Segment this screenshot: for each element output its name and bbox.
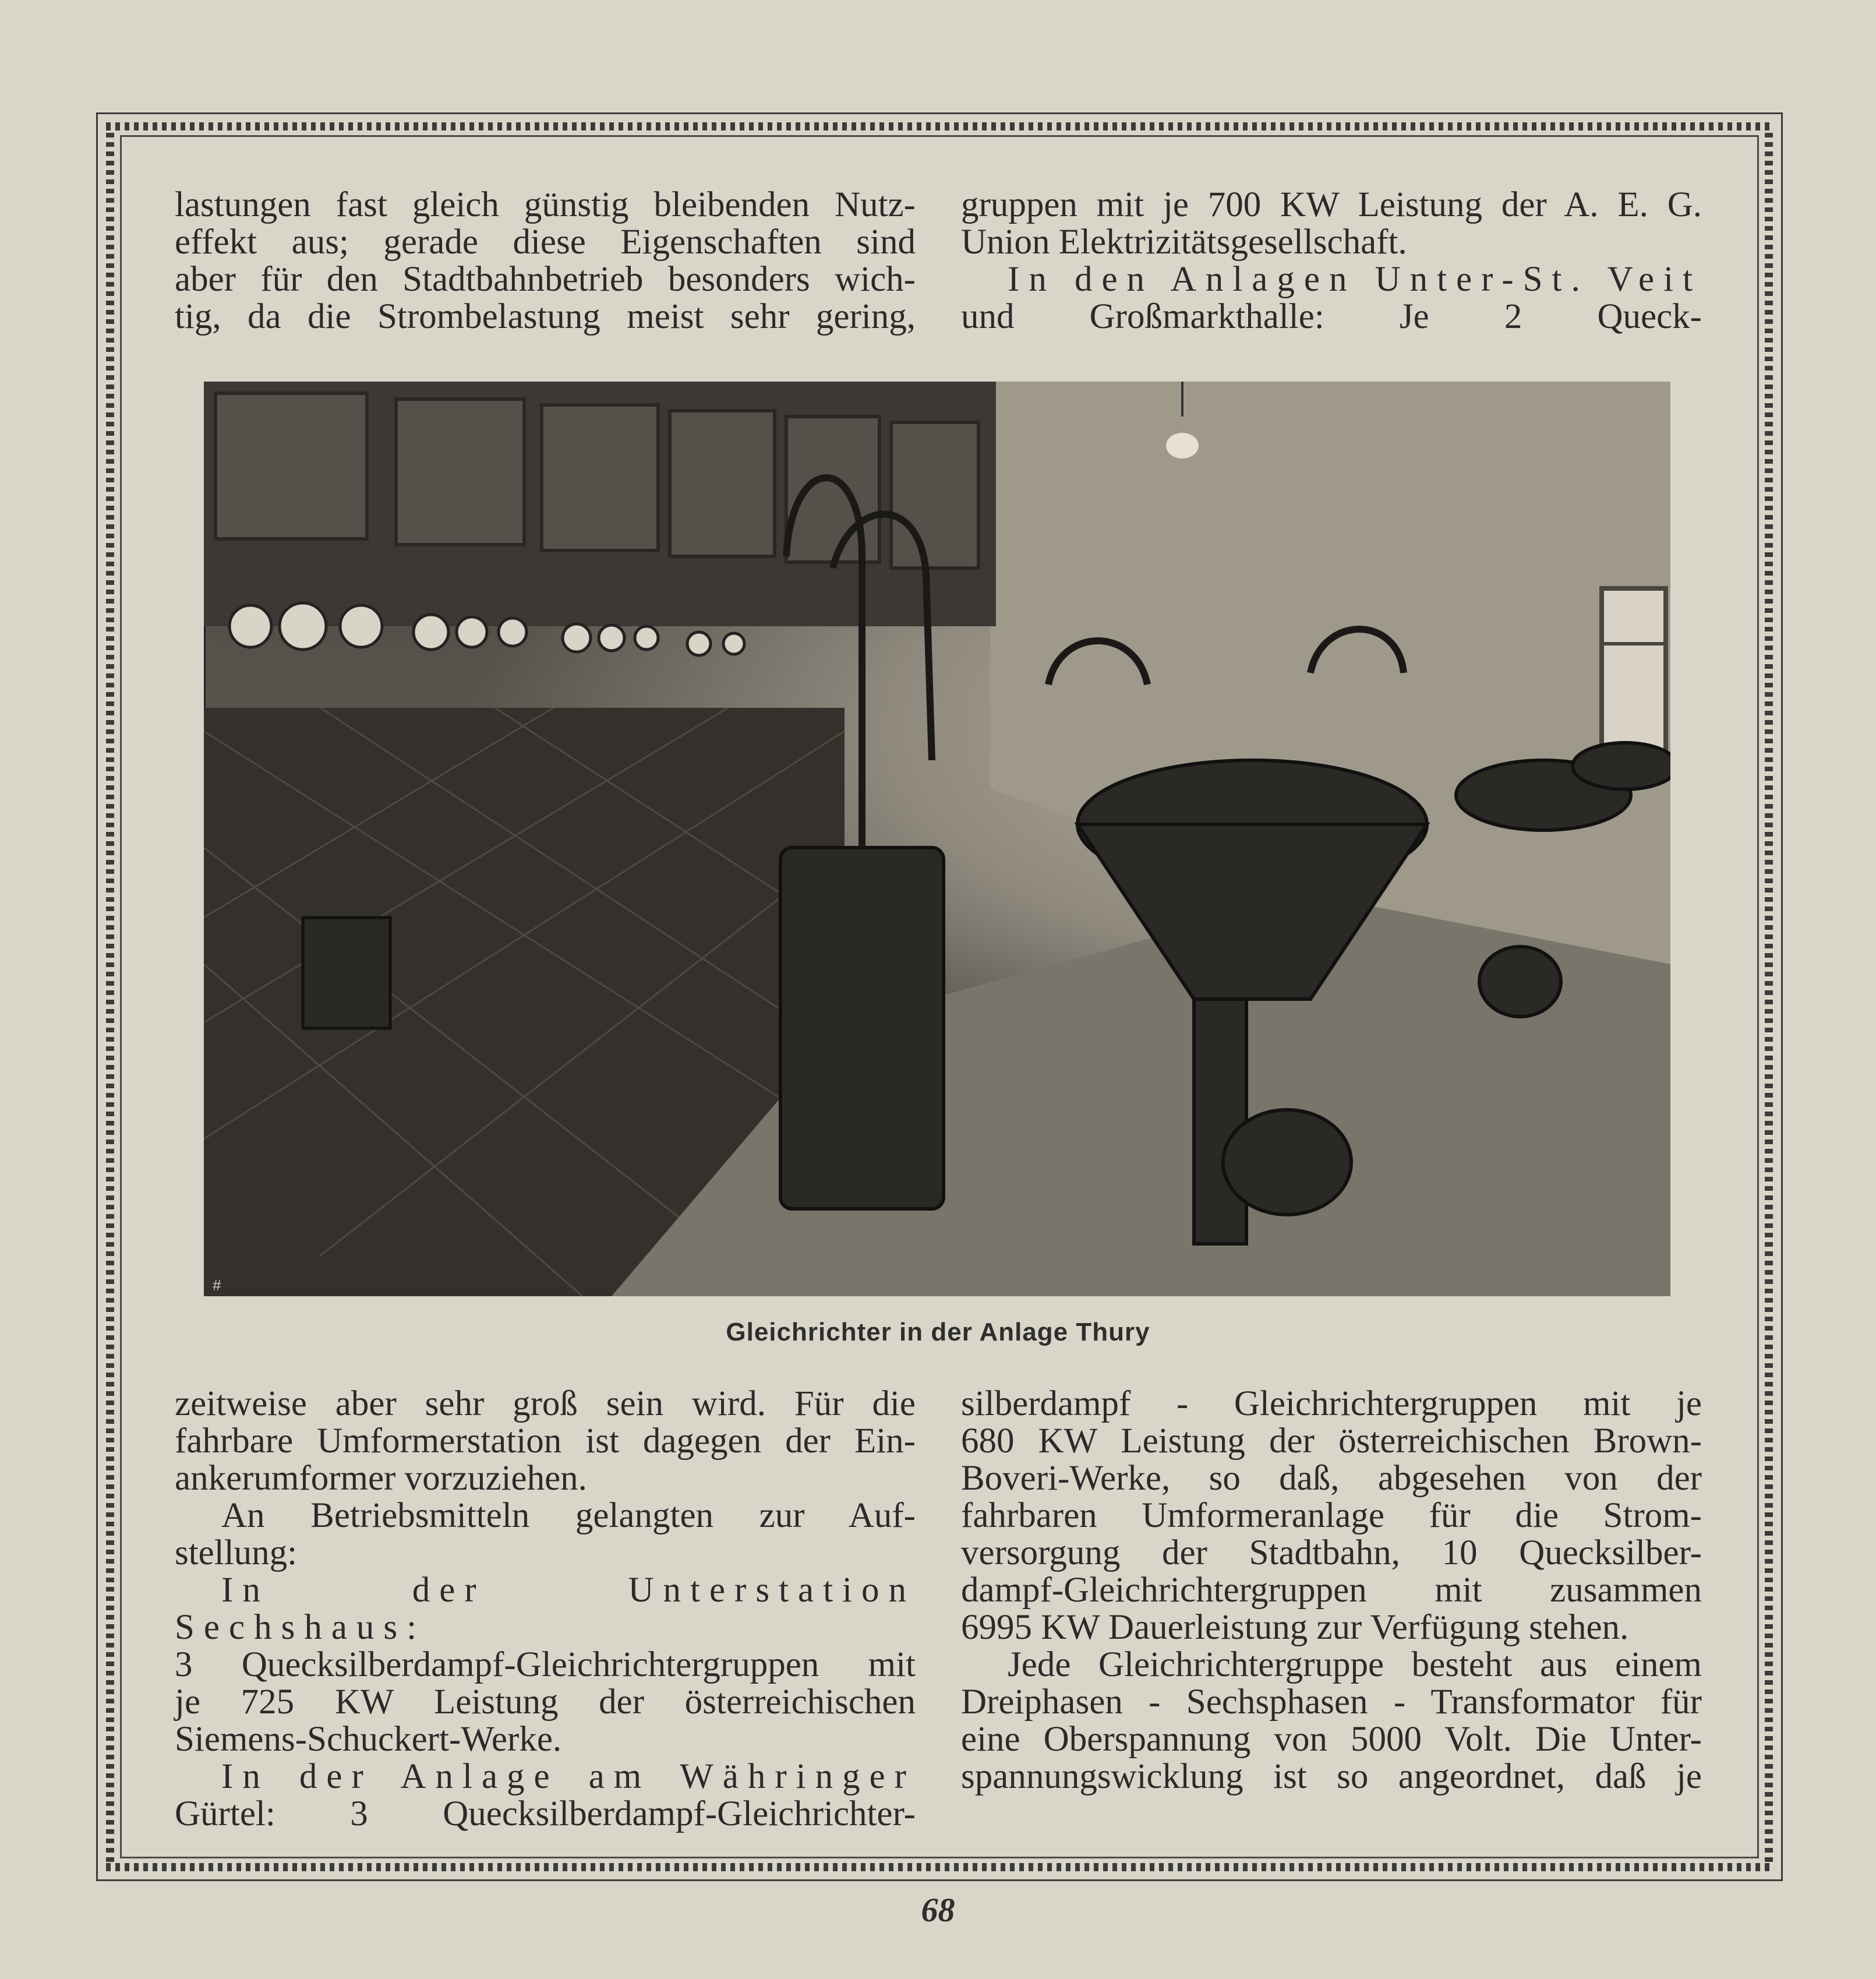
text-line: silberdampf - Gleichrichtergruppen mit je [961,1384,1702,1423]
text-line: spannungswicklung ist so angeordnet, daß je [961,1757,1702,1796]
text-line: fahrbaren Umformeranlage für die Strom- [961,1496,1702,1535]
svg-text:#: # [213,1276,221,1294]
text-line: Union Elektrizitätsgesellschaft. [961,223,1407,262]
page-number: 68 [921,1891,955,1929]
text-line: 680 KW Leistung der österreichischen Brown- [961,1421,1702,1461]
bottom-right-column [961,1385,1702,1795]
text-line: gruppen mit je 700 KW Leistung der A. E. G. [961,185,1702,224]
text-line: Dreiphasen - Sechsphasen - Transformator für [961,1682,1702,1722]
text-line: dampf-Gleichrichtergruppen mit zusammen [961,1571,1702,1610]
text-line: effekt aus; gerade diese Eigenschaften sind [175,223,916,262]
text-line: eine Oberspannung von 5000 Volt. Die Unter- [961,1720,1702,1759]
text-line: ankerumformer vorzuziehen. [175,1459,587,1498]
text-line-spaced: In der Anlage am Währinger [221,1757,916,1796]
text-line-spaced: In der Unterstation Sechshaus: [175,1571,916,1647]
text-line-spaced: In den Anlagen Unter-St. Veit [1008,260,1702,299]
text-line: und Großmarkthalle: Je 2 Queck- [961,297,1702,336]
text-line: 6995 KW Dauerleistung zur Verfügung stehen. [961,1608,1629,1647]
bottom-left-column [175,1385,916,1833]
top-right-column [961,186,1702,336]
photograph-rectifier-hall [204,382,1670,1296]
text-line: Siemens-Schuckert-Werke. [175,1720,562,1759]
text-line: 3 Quecksilberdampf-Gleichrichtergruppen mit [175,1645,916,1684]
text-line: lastungen fast gleich günstig bleibenden Nutz- [175,185,916,224]
text-line: fahrbare Umformerstation ist dagegen der Ein- [175,1421,916,1461]
text-line: aber für den Stadtbahnbetrieb besonders wich- [175,260,916,299]
photo-illustration [204,382,1670,1296]
text-line: tig, da die Strombelastung meist sehr gering, [175,297,916,336]
top-left-column [175,186,916,336]
figure-caption: Gleichrichter in der Anlage Thury [726,1318,1150,1346]
text-line: stellung: [175,1533,298,1572]
text-line: Gürtel: 3 Quecksilberdampf-Gleichrichter- [175,1794,916,1833]
text-line: versorgung der Stadtbahn, 10 Quecksilber- [961,1533,1702,1572]
text-line: je 725 KW Leistung der österreichischen [175,1682,916,1722]
text-line: Boveri-Werke, so daß, abgesehen von der [961,1459,1702,1498]
text-line: An Betriebsmitteln gelangten zur Auf- [221,1496,916,1535]
text-line: Jede Gleichrichtergruppe besteht aus einem [1008,1645,1702,1684]
text-line: zeitweise aber sehr groß sein wird. Für die [175,1384,916,1423]
